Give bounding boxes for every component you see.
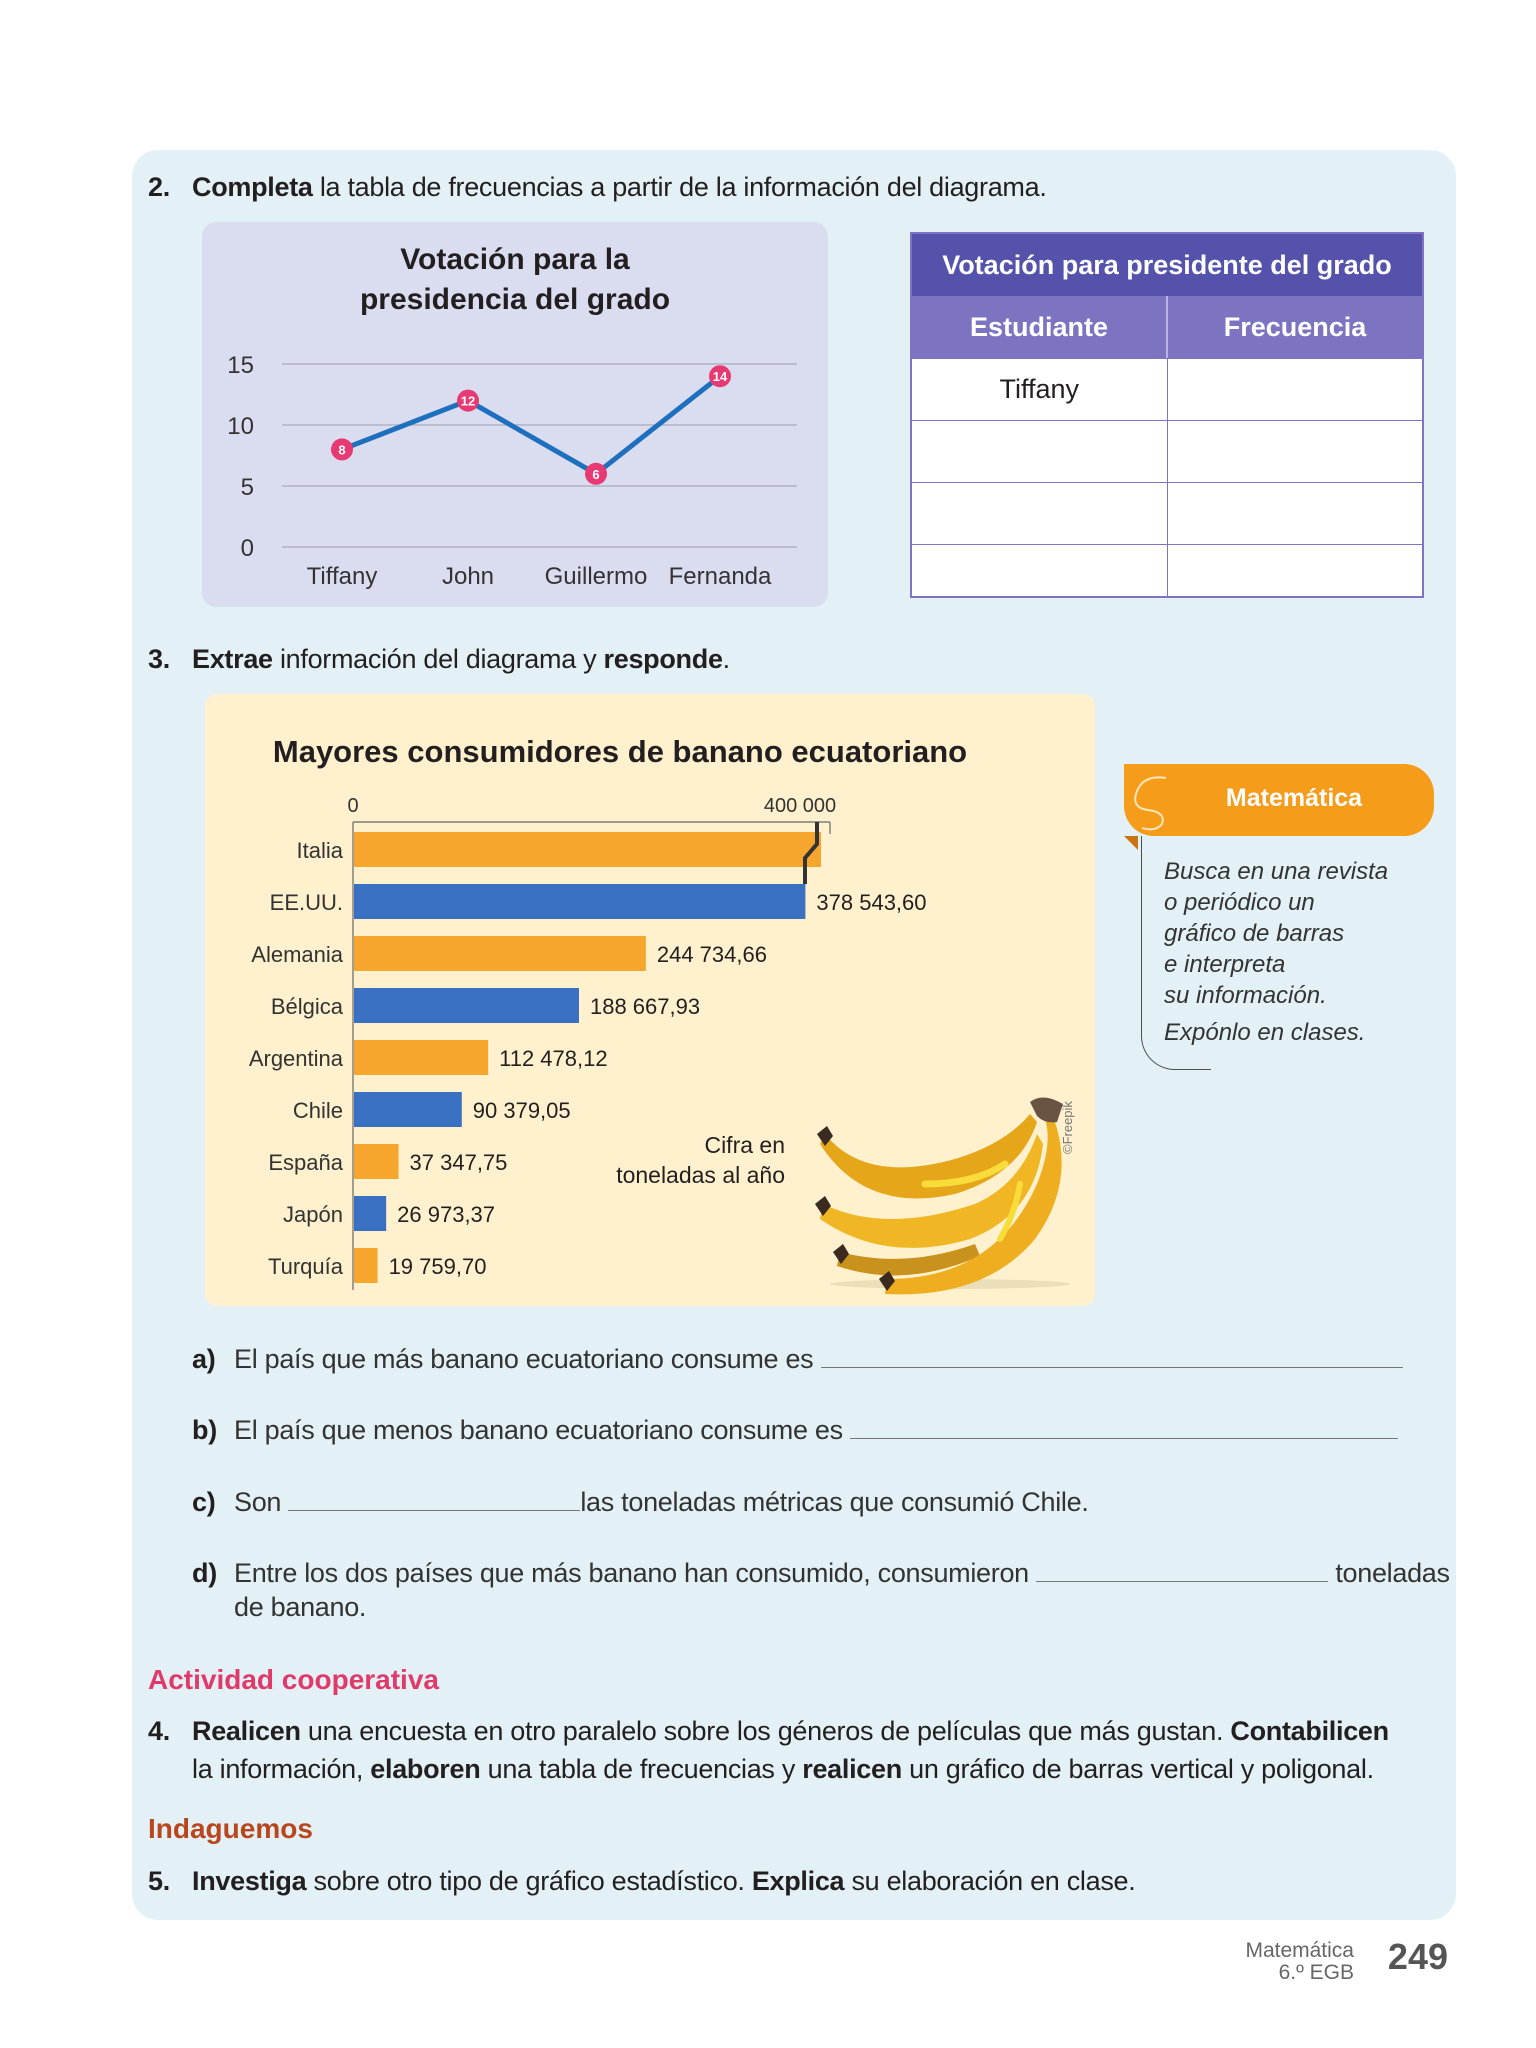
svg-text:0: 0: [347, 795, 359, 817]
svg-text:Turquía: Turquía: [267, 1254, 343, 1279]
student-cell[interactable]: Tiffany: [999, 374, 1080, 404]
question-d: d) Entre los dos países que más banano han consumido, consumieron toneladas de banano.: [192, 1558, 1450, 1622]
frequency-table: [910, 232, 1424, 598]
note-header: Matemática: [1124, 764, 1434, 836]
footer-subject: Matemática 6.º EGB: [1245, 1939, 1354, 1984]
svg-text:15: 15: [227, 352, 254, 379]
page-number: 249: [1387, 1936, 1448, 1977]
student-cell[interactable]: [912, 545, 1167, 596]
frequency-cell[interactable]: [1167, 483, 1423, 544]
svg-text:Argentina: Argentina: [248, 1046, 343, 1071]
student-cell[interactable]: [912, 483, 1167, 544]
svg-text:26 973,37: 26 973,37: [397, 1202, 496, 1227]
question-b: b) El país que menos banano ecuatoriano consume es: [192, 1413, 1398, 1447]
bar-chart-card: [205, 694, 1095, 1306]
svg-text:5: 5: [240, 474, 254, 501]
table-row: [912, 482, 1422, 544]
svg-text:112 478,12: 112 478,12: [499, 1046, 608, 1071]
frequency-table-header-row: [912, 296, 1422, 358]
image-credit: ©Freepik: [1060, 1101, 1075, 1154]
svg-text:10: 10: [227, 413, 254, 440]
svg-text:Japón: Japón: [283, 1202, 343, 1227]
svg-text:14: 14: [712, 369, 728, 385]
frequency-cell[interactable]: [1167, 545, 1423, 596]
svg-text:Tiffany: Tiffany: [306, 563, 378, 590]
line-chart-title: Votación para la presidencia del grado: [359, 243, 671, 316]
svg-text:90 379,05: 90 379,05: [472, 1098, 571, 1123]
exercise-2-prompt: 2. Completa la tabla de frecuencias a partir de la información del diagrama.: [148, 172, 1047, 202]
svg-text:244 734,66: 244 734,66: [656, 942, 767, 967]
bar-chart-title: Mayores consumidores de banano ecuatoriano: [272, 734, 968, 769]
note-text: Busca en una revista o periódico un gráfico de barras e interpreta su información. Expónlo en clases.: [1164, 858, 1389, 1046]
column-header-student: Estudiante: [969, 311, 1109, 342]
column-header-frequency: Frecuencia: [1166, 296, 1422, 358]
frequency-table-title: Votación para presidente del grado: [912, 234, 1422, 296]
frequency-cell[interactable]: [1167, 359, 1423, 420]
answer-c-blank[interactable]: [288, 1487, 580, 1511]
student-cell[interactable]: [912, 421, 1167, 482]
svg-text:8: 8: [338, 442, 346, 458]
svg-text:Alemania: Alemania: [251, 942, 343, 967]
svg-text:Bélgica: Bélgica: [270, 994, 343, 1019]
svg-text:0: 0: [240, 535, 254, 562]
line-chart: [202, 222, 828, 607]
indaguemos-heading: Indaguemos: [148, 1813, 313, 1844]
unit-annotation: Cifra en toneladas al año: [616, 1132, 785, 1188]
table-row: [912, 544, 1422, 596]
question-c: c) Son las toneladas métricas que consumió Chile.: [192, 1487, 1089, 1517]
question-a: a) El país que más banano ecuatoriano consume es: [192, 1342, 1403, 1376]
svg-text:188 667,93: 188 667,93: [589, 994, 701, 1019]
svg-text:Guillermo: Guillermo: [544, 563, 648, 590]
svg-text:EE.UU.: EE.UU.: [269, 890, 343, 915]
exercise-4-prompt: 4. Realicen una encuesta en otro paralelo sobre los géneros de películas que más gustan. Contabilicen la información, elaboren una tabla de frecuencias y realicen un gráfico de barras vertical y poligonal.: [148, 1716, 1389, 1784]
svg-text:378 543,60: 378 543,60: [816, 890, 927, 915]
answer-a-blank[interactable]: [821, 1344, 1403, 1368]
cooperative-heading: Actividad cooperativa: [148, 1664, 439, 1695]
svg-text:España: España: [268, 1150, 343, 1175]
banana-illustration: [805, 1074, 1075, 1304]
exercise-3-prompt: 3. Extrae información del diagrama y responde.: [148, 644, 730, 674]
line-chart-card: [202, 222, 828, 607]
exercise-5-prompt: 5. Investiga sobre otro tipo de gráfico estadístico. Explica su elaboración en clase.: [148, 1866, 1136, 1896]
svg-text:400 000: 400 000: [763, 795, 837, 817]
answer-b-blank[interactable]: [850, 1415, 1398, 1439]
svg-text:Italia: Italia: [296, 838, 343, 863]
svg-text:19 759,70: 19 759,70: [388, 1254, 487, 1279]
svg-text:Chile: Chile: [292, 1098, 343, 1123]
svg-text:6: 6: [592, 466, 600, 482]
svg-text:Fernanda: Fernanda: [668, 563, 772, 590]
svg-text:John: John: [441, 563, 495, 590]
table-row: [912, 358, 1422, 420]
frequency-cell[interactable]: [1167, 421, 1423, 482]
note-fold: [1124, 836, 1138, 850]
exercise-2-verb: Completa: [192, 172, 313, 202]
svg-text:37 347,75: 37 347,75: [409, 1150, 508, 1175]
svg-text:12: 12: [460, 393, 476, 409]
table-row: [912, 420, 1422, 482]
answer-d-blank[interactable]: [1036, 1558, 1328, 1582]
